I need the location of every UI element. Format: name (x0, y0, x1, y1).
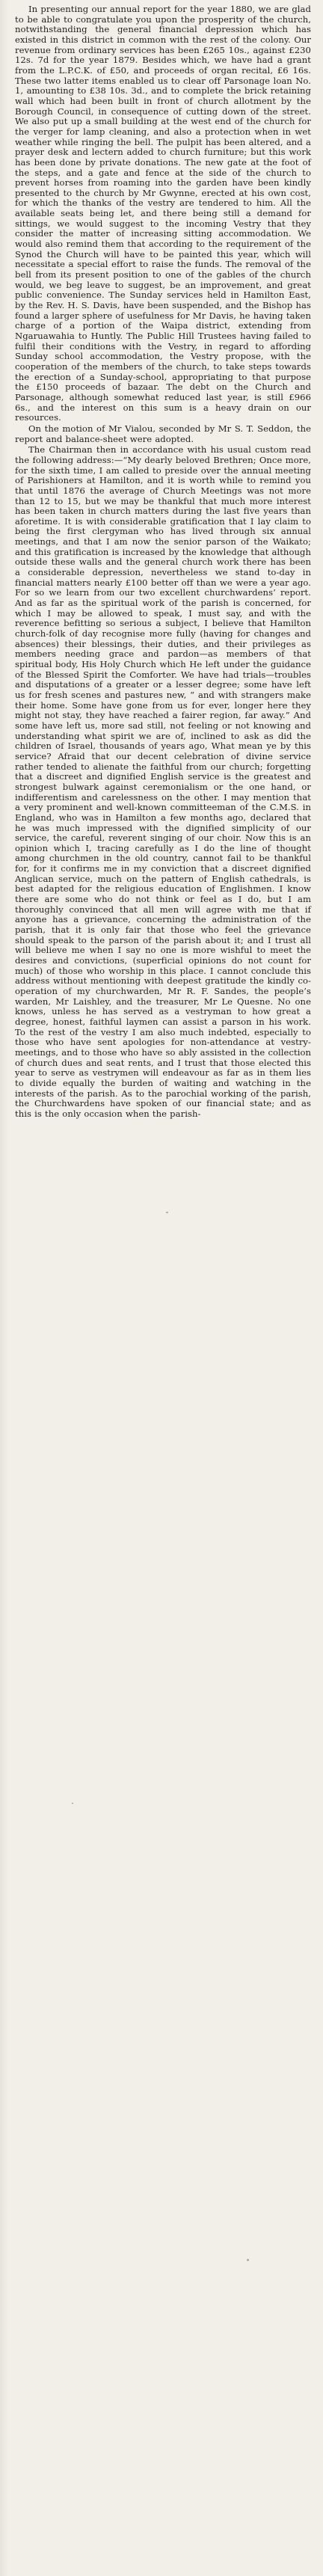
motion-paragraph: On the motion of Mr Vialou, seconded by Mr S. T. Seddon, the report and balance-sheet were adopted. (15, 423, 311, 444)
chairman-address-paragraph: The Chairman then in accordance with his usual custom read the following address:—“My dearly beloved Brethren; Once more, for the sixth time, I am called to preside over the annual meeting of Parishioners at Hamilton, and it is worth while to remind you that until 1876 the average of Church Meetings was not more than 12 to 15, but we may be thankful that much more interest has been taken in church matters during the last five years than aforetime. It is with considerable gratification that I lay claim to being the first clergyman who has lived through six annual meetings, and that I am now the senior parson of the Waikato; and this gratification is increased by the knowledge that although outside these walls and the general church work there has been a considerable depression, nevertheless we stand to-day in financial matters nearly £100 better off than we were a year ago. For so we learn from our two excellent churchwardens’ report. And as far as the spiritual work of the parish is concerned, for which I may be allowed to speak, I must say, and with the reverence befitting so serious a subject, I believe that Hamilton church-folk of day recognise more fully (having for changes and absences) their blessings, their duties, and their privileges as members needing grace and pardon—as members of that spiritual body, His Holy Church which He left under the guidance of the Blessed Spirit the Comforter. We have had trials—troubles and disputations of a greater or a lesser degree; some have left us for fresh scenes and pastures new, “ and with strangers make their home. Some have gone from us for ever, longer here they might not stay, they have reached a fairer region, far away.” And some have left us, more sad still, not feeling or not knowing and understanding what spirit we are of, inclined to ask as did the children of Israel, thousands of years ago, What mean ye by this service? Afraid that our decent celebration of divine service rather tended to alienate the faithful from our church; forgetting that a discreet and dignified English service is the greatest and strongest bulwark against ceremonialism or the one hand, or indifferentism and carelessness on the other. I may mention that a very prominent and well-known committeeman of the C.M.S. in England, who was in Hamilton a few months ago, declared that he was much impressed with the dignified simplicity of our service, the careful, reverent singing of our choir. Now this is an opinion which I, tracing carefully as I do the line of thought among churchmen in the old country, cannot fail to be thankful for, for it confirms me in my conviction that a discreet dignified Anglican service, much on the pattern of English cathedrals, is best adapted for the religious education of Englishmen. I know there are some who do not think or feel as I do, but I am thoroughly convinced that all men will agree with me that if anyone has a grievance, concerning the administration of the parish, that it is only fair that those who feel the grievance should speak to the parson of the parish about it; and I trust all will believe me when I say no one is more wishful to meet the desires and convictions, (superficial opinions do not count for much) of those who worship in this place. I cannot conclude this address without mentioning with deepest gratitude the kindly co-operation of my churchwarden, Mr R. F. Sandes, the people’s warden, Mr Laishley, and the treasurer, Mr Le Quesne. No one knows, unless he has served as a vestryman to how great a degree, honest, faithful laymen can assist a parson in his work. To the rest of the vestry I am also much indebted, especially to those who have sent apologies for non-attendance at vestry-meetings, and to those who have so ably assisted in the collection of church dues and seat rents, and I trust that those elected this year to serve as vestrymen will endeavour as far as in them lies to divide equally the burden of waiting and watching in the interests of the parish. As to the parochial working of the parish, the Churchwardens have spoken of our financial state; and as this is the only occasion when the parish- (15, 444, 311, 1119)
ink-blot (247, 2259, 249, 2261)
ink-blot (166, 1212, 168, 1213)
ink-blot (72, 1803, 73, 1804)
annual-report-paragraph: In presenting our annual report for the year 1880, we are glad to be able to congratulate you upon the prosperity of the church, notwithstanding the general financial depression which has existed in this district in common with the rest of the colony. Our revenue from ordinary services has been £265 10s., against £230 12s. 7d for the year 1879. Besides which, we have had a grant from the L.P.C.K. of £50, and proceeds of organ recital, £6 16s. These two latter items enabled us to clear off Parsonage loan No. 1, amounting to £38 10s. 3d., and to complete the brick retaining wall which had been built in front of church allotment by the Borough Council, in consequence of cutting down of the street. We also put up a small building at the west end of the church for the verger for lamp cleaning, and also a protection when in wet weather while ringing the bell. The pulpit has been altered, and a prayer desk and lectern added to church furniture; but this work has been done by private donations. The new gate at the foot of the steps, and a gate and fence at the side of the church to prevent horses from roaming into the garden have been kindly presented to the church by Mr Gwynne, erected at his own cost, for which the thanks of the vestry are tendered to him. All the available seats being let, and there being still a demand for sittings, we would suggest to the incoming Vestry that they consider the matter of increasing sitting accommodation. We would also remind them that according to the requirement of the Synod the Church will have to be painted this year, which will necessitate a special effort to raise the funds. The removal of the bell from its present position to one of the gables of the church would, we beg leave to suggest, be an improvement, and great public convenience. The Sunday services held in Hamilton East, by the Rev. H. S. Davis, have been suspended, and the Bishop has found a larger sphere of usefulness for Mr Davis, he having taken charge of a portion of the Waipa district, extending from Ngaruawahia to Huntly. The Public Hill Trustees having failed to fulfil their conditions with the Vestry, in regard to affording Sunday school accommodation, the Vestry propose, with the cooperation of the members of the church, to take steps towards the erection of a Sunday-school, appropriating to that purpose the £150 proceeds of bazaar. The debt on the Church and Parsonage, although somewhat reduced last year, is still £966 6s., and the interest on this sum is a heavy drain on our resources. (15, 4, 311, 423)
